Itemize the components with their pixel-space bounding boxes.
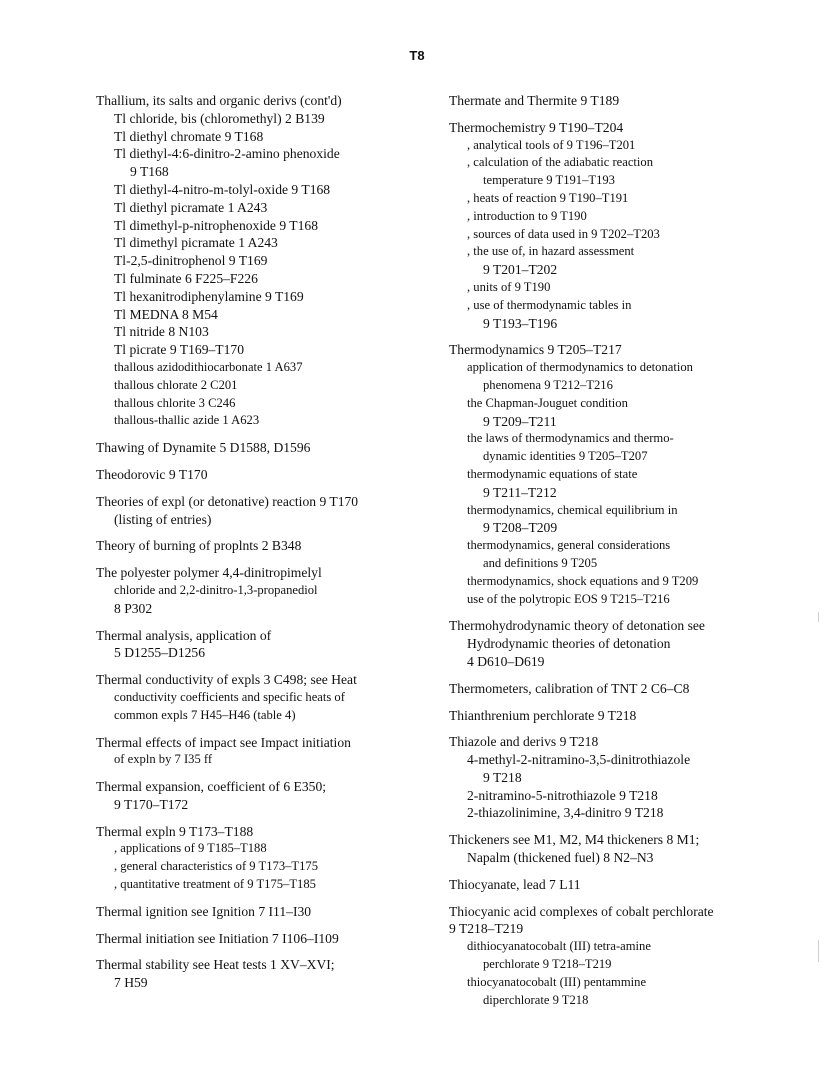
scan-mark bbox=[818, 612, 819, 622]
index-entry bbox=[96, 778, 426, 814]
index-subentry: Tl dimethyl-p-nitrophenoxide 9 T168 bbox=[114, 217, 318, 233]
index-subentry: 4-methyl-2-nitramino-3,5-dinitrothiazole bbox=[467, 752, 691, 768]
index-subentry: thermodynamics, general considerations bbox=[467, 538, 671, 553]
scan-mark bbox=[818, 940, 819, 962]
index-subentry: perchlorate 9 T218–T219 bbox=[483, 957, 612, 972]
index-subentry: the Chapman-Jouguet condition bbox=[467, 395, 628, 410]
index-subentry: thallous azidodithiocarbonate 1 A637 bbox=[114, 359, 303, 374]
index-subentry: thermodynamics, chemical equilibrium in bbox=[467, 502, 678, 517]
index-heading: Thermodynamics 9 T205–T217 bbox=[449, 342, 622, 358]
index-subentry: Tl MEDNA 8 M54 bbox=[114, 306, 218, 322]
index-entry bbox=[96, 930, 426, 948]
index-entry bbox=[96, 903, 426, 921]
index-heading: Thiocyanic acid complexes of cobalt perchlorate bbox=[449, 903, 714, 919]
index-heading: Thermal stability see Heat tests 1 XV–XVI; bbox=[96, 957, 335, 973]
index-subentry: common expls 7 H45–H46 (table 4) bbox=[114, 707, 296, 722]
index-subentry: and definitions 9 T205 bbox=[483, 555, 598, 570]
index-subentry: Tl diethyl-4:6-dinitro-2-amino phenoxide bbox=[114, 146, 340, 162]
index-subentry: Tl diethyl picramate 1 A243 bbox=[114, 199, 268, 215]
index-heading: Thermal analysis, application of bbox=[96, 627, 272, 643]
index-subentry: thermodynamic equations of state bbox=[467, 466, 638, 481]
index-entry bbox=[96, 564, 426, 617]
index-entry bbox=[96, 823, 426, 894]
index-subentry: Tl fulminate 6 F225–F226 bbox=[114, 270, 258, 286]
index-entry bbox=[449, 617, 789, 670]
index-subentry: 5 D1255–D1256 bbox=[114, 645, 206, 661]
index-heading: Thermometers, calibration of TNT 2 C6–C8 bbox=[449, 680, 690, 696]
index-subentry: Tl dimethyl picramate 1 A243 bbox=[114, 235, 278, 251]
index-subentry: thallous-thallic azide 1 A623 bbox=[114, 413, 260, 428]
index-heading: Thermal effects of impact see Impact initiation bbox=[96, 734, 351, 750]
index-subentry: 9 T168 bbox=[130, 164, 169, 180]
index-entry bbox=[96, 537, 426, 555]
index-entry bbox=[449, 876, 789, 894]
index-entry bbox=[449, 707, 789, 725]
index-subentry: , heats of reaction 9 T190–T191 bbox=[467, 190, 629, 205]
index-heading: Thermal conductivity of expls 3 C498; see Heat bbox=[96, 672, 357, 688]
index-subentry: Tl nitride 8 N103 bbox=[114, 324, 209, 340]
index-subentry: , the use of, in hazard assessment bbox=[467, 244, 635, 259]
index-subentry: dynamic identities 9 T205–T207 bbox=[483, 449, 648, 464]
index-heading: Thermal initiation see Initiation 7 I106–I109 bbox=[96, 930, 339, 946]
index-subentry: thermodynamics, shock equations and 9 T209 bbox=[467, 573, 699, 588]
index-subentry: conductivity coefficients and specific heats of bbox=[114, 689, 345, 704]
index-subentry: 8 P302 bbox=[114, 600, 153, 616]
index-entry bbox=[96, 92, 426, 430]
index-entry bbox=[449, 680, 789, 698]
index-subentry: , introduction to 9 T190 bbox=[467, 208, 587, 223]
index-subentry: 2-nitramino-5-nitrothiazole 9 T218 bbox=[467, 787, 658, 803]
index-subentry: 9 T208–T209 bbox=[483, 520, 558, 536]
index-subentry: , quantitative treatment of 9 T175–T185 bbox=[114, 877, 316, 892]
index-subentry: 9 T201–T202 bbox=[483, 262, 558, 278]
index-subentry: diperchlorate 9 T218 bbox=[483, 992, 589, 1007]
index-entry bbox=[96, 627, 426, 663]
index-entry bbox=[449, 733, 789, 822]
index-entry bbox=[449, 92, 789, 110]
index-subentry: chloride and 2,2-dinitro-1,3-propanediol bbox=[114, 582, 318, 597]
index-heading: Thermate and Thermite 9 T189 bbox=[449, 93, 620, 108]
index-subentry: of expln by 7 I35 ff bbox=[114, 752, 213, 767]
index-subentry: 9 T209–T211 bbox=[483, 413, 557, 429]
index-heading: The polyester polymer 4,4-dinitropimelyl bbox=[96, 565, 322, 581]
index-subentry: Napalm (thickened fuel) 8 N2–N3 bbox=[467, 850, 654, 866]
index-subentry: 7 H59 bbox=[114, 975, 148, 991]
index-heading: Thermal ignition see Ignition 7 I11–I30 bbox=[96, 903, 312, 919]
index-heading: Theory of burning of proplnts 2 B348 bbox=[96, 538, 302, 554]
index-subentry: 9 T218 bbox=[483, 769, 522, 785]
index-subentry: Tl picrate 9 T169–T170 bbox=[114, 342, 244, 358]
index-heading: Theories of expl (or detonative) reaction 9 T170 bbox=[96, 493, 359, 509]
index-subentry: , use of thermodynamic tables in bbox=[467, 297, 632, 312]
index-subentry: dithiocyanatocobalt (III) tetra-amine bbox=[467, 939, 651, 954]
index-subentry: application of thermodynamics to detonation bbox=[467, 360, 693, 375]
index-subentry: Hydrodynamic theories of detonation bbox=[467, 636, 671, 652]
index-subentry: Tl diethyl-4-nitro-m-tolyl-oxide 9 T168 bbox=[114, 181, 331, 197]
index-entry bbox=[449, 903, 789, 1010]
index-heading: Thawing of Dynamite 5 D1588, D1596 bbox=[96, 440, 311, 456]
index-entry bbox=[96, 671, 426, 724]
index-entry bbox=[449, 119, 789, 333]
index-subentry: temperature 9 T191–T193 bbox=[483, 173, 615, 188]
page-number: T8 bbox=[409, 48, 425, 63]
index-heading: Thallium, its salts and organic derivs (cont'd) bbox=[96, 93, 342, 108]
index-heading: Thiazole and derivs 9 T218 bbox=[449, 734, 599, 750]
index-entry bbox=[96, 734, 426, 770]
index-subentry: the laws of thermodynamics and thermo- bbox=[467, 431, 674, 446]
index-subentry: Tl diethyl chromate 9 T168 bbox=[114, 128, 264, 144]
index-subentry: , analytical tools of 9 T196–T201 bbox=[467, 137, 636, 152]
index-subentry: thiocyanatocobalt (III) pentammine bbox=[467, 974, 647, 989]
index-heading: Thianthrenium perchlorate 9 T218 bbox=[449, 707, 637, 723]
index-entry bbox=[96, 466, 426, 484]
index-subentry: Tl hexanitrodiphenylamine 9 T169 bbox=[114, 288, 304, 304]
index-subentry: use of the polytropic EOS 9 T215–T216 bbox=[467, 591, 670, 606]
index-subentry: thallous chlorate 2 C201 bbox=[114, 377, 238, 392]
index-entry bbox=[96, 493, 426, 529]
index-subentry: , sources of data used in 9 T202–T203 bbox=[467, 226, 660, 241]
index-subentry: thallous chlorite 3 C246 bbox=[114, 395, 236, 410]
index-heading: Thickeners see M1, M2, M4 thickeners 8 M1; bbox=[449, 832, 700, 848]
index-subentry: Tl-2,5-dinitrophenol 9 T169 bbox=[114, 253, 268, 269]
index-subentry: 2-thiazolinimine, 3,4-dinitro 9 T218 bbox=[467, 805, 664, 821]
index-heading: Thiocyanate, lead 7 L11 bbox=[449, 876, 581, 892]
index-heading: Thermochemistry 9 T190–T204 bbox=[449, 119, 624, 135]
index-subentry: , applications of 9 T185–T188 bbox=[114, 841, 267, 856]
index-subentry: Tl chloride, bis (chloromethyl) 2 B139 bbox=[114, 110, 325, 126]
index-subentry: , units of 9 T190 bbox=[467, 279, 551, 294]
index-entry bbox=[96, 956, 426, 992]
index-subentry: , calculation of the adiabatic reaction bbox=[467, 155, 654, 170]
index-heading: Thermal expansion, coefficient of 6 E350; bbox=[96, 779, 327, 795]
index-entry bbox=[449, 341, 789, 608]
index-subentry: 9 T193–T196 bbox=[483, 315, 558, 331]
index-heading: Theodorovic 9 T170 bbox=[96, 466, 208, 482]
index-heading: Thermal expln 9 T173–T188 bbox=[96, 823, 254, 839]
index-column-left bbox=[96, 92, 426, 1001]
index-entry bbox=[449, 831, 789, 867]
index-subentry: 9 T170–T172 bbox=[114, 796, 189, 812]
index-column-right bbox=[449, 92, 789, 1018]
index-subentry: 9 T218–T219 bbox=[449, 921, 524, 937]
index-subentry: 4 D610–D619 bbox=[467, 653, 545, 669]
index-subentry: 9 T211–T212 bbox=[483, 484, 557, 500]
index-subentry: (listing of entries) bbox=[114, 511, 212, 527]
index-subentry: phenomena 9 T212–T216 bbox=[483, 377, 613, 392]
index-entry bbox=[96, 439, 426, 457]
index-subentry: , general characteristics of 9 T173–T175 bbox=[114, 859, 318, 874]
index-heading: Thermohydrodynamic theory of detonation see bbox=[449, 618, 705, 634]
